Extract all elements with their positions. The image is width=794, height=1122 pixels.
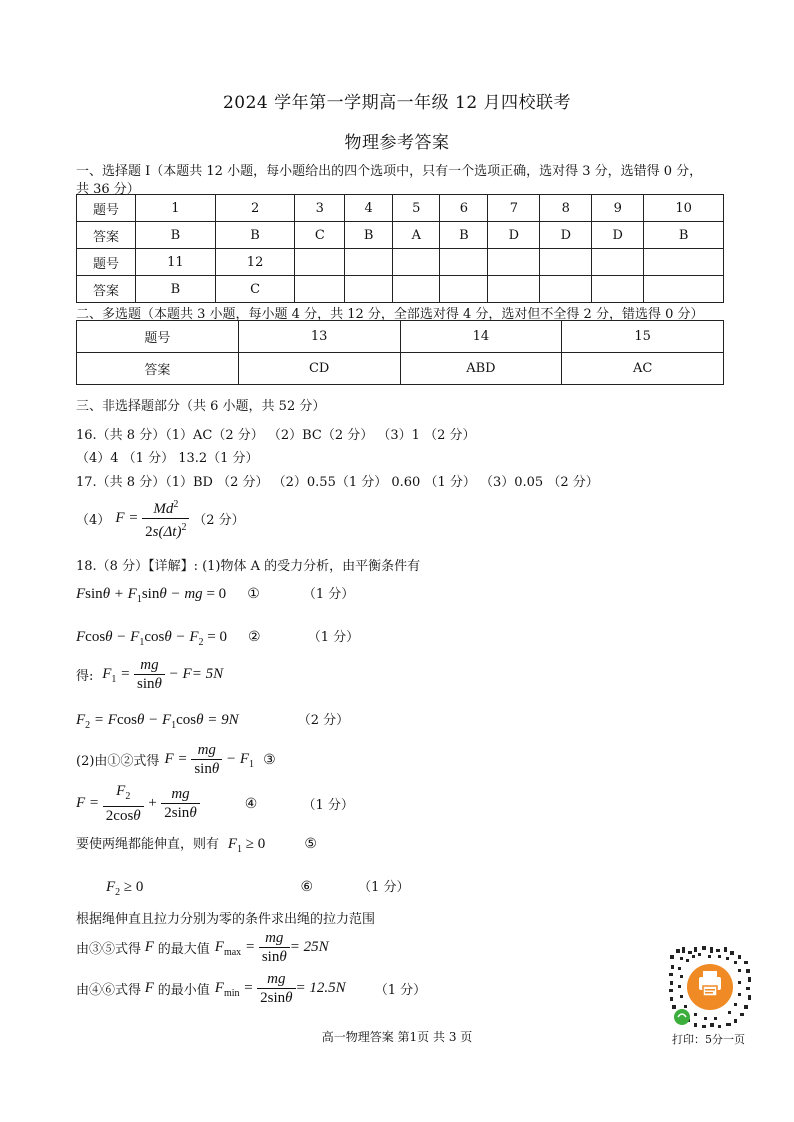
qr-code-icon[interactable] <box>668 945 752 1029</box>
section1-heading-line2: 共 36 分） <box>76 182 140 197</box>
choice-answer-table <box>76 194 724 303</box>
min-text-b: 的最小值 <box>157 983 210 998</box>
row-label: 答案 <box>77 222 136 249</box>
eq2-score: （1 分） <box>307 630 360 645</box>
row-label: 答案 <box>77 276 136 303</box>
max-value: = 25N <box>289 939 329 955</box>
question-number: 8 <box>540 195 592 222</box>
answer-cell: C <box>295 222 345 249</box>
answer-cell: CD <box>238 353 400 385</box>
eq6-score: （1 分） <box>358 880 410 895</box>
question-number: 6 <box>440 195 488 222</box>
answer-cell: B <box>345 222 393 249</box>
eq1-score: （1 分） <box>302 587 355 602</box>
f1-value: = 5N <box>191 666 224 682</box>
de-label: 得: <box>76 669 94 684</box>
answer-cell: B <box>136 222 216 249</box>
question-number: 15 <box>562 321 724 353</box>
table-row <box>77 222 724 249</box>
q17-part4-score: （2 分） <box>193 513 245 528</box>
table-row <box>77 321 724 353</box>
q16-line1: 16.（共 8 分）（1）AC（2 分） （2）BC（2 分） （3）1 （2 分） <box>76 428 476 443</box>
f2-score: （2 分） <box>297 713 350 728</box>
range-text: 根据绳伸直且拉力分别为零的条件求出绳的拉力范围 <box>76 912 376 927</box>
answer-cell: B <box>215 222 295 249</box>
equation-4: F = $\frac{F_2}{2\cos\theta}$ + $\frac{mg}{2\sin\theta}$ ④ （1 分） <box>76 783 354 824</box>
question-number: 11 <box>136 249 216 276</box>
equation-1: $Fsin\theta + F_1\sin\theta$ − mg = 0 ① （1 分） <box>76 586 355 605</box>
q16-line2: （4）4 （1 分） 13.2（1 分） <box>76 451 259 466</box>
answer-cell: B <box>440 222 488 249</box>
min-text-a: 由④⑥式得 <box>76 983 142 998</box>
q17-formula: F = $\frac{Md^2}{2s(\Delta t)^2}$ <box>115 510 193 526</box>
q17-part4-prefix: （4） <box>76 513 111 528</box>
question-number: 9 <box>592 195 644 222</box>
eq5-mark: ⑤ <box>304 836 317 852</box>
answer-cell: C <box>215 276 295 303</box>
condition-text: 要使两绳都能伸直，则有 <box>76 837 220 852</box>
question-number: 5 <box>393 195 440 222</box>
q18-intro: 18.（8 分）【详解】: (1)物体 A 的受力分析，由平衡条件有 <box>76 559 421 574</box>
equation-2: $Fcos\theta - F_1\cos\theta - F_2 = 0$ ② （1 分） <box>76 629 360 648</box>
question-number: 1 <box>136 195 216 222</box>
eq2-mark: ② <box>248 629 261 645</box>
row-label: 题号 <box>77 321 239 353</box>
f-max-line: 由③⑤式得 F 的最大值 $F_{max}$ = $\frac{mg}{\sin\theta}$ = 25N <box>76 930 329 965</box>
question-number: 7 <box>488 195 540 222</box>
answer-cell: D <box>592 222 644 249</box>
f2-result: $F_2 = Fcos\theta - F_1\cos\theta = 9N$ （2 分） <box>76 712 350 731</box>
answer-cell: D <box>488 222 540 249</box>
eq3-mark: ③ <box>263 751 276 768</box>
qr-caption: 打印：5分一页 <box>672 1033 745 1046</box>
answer-cell: B <box>644 222 724 249</box>
question-number: 12 <box>215 249 295 276</box>
eq4-mark: ④ <box>244 795 258 812</box>
question-number: 13 <box>238 321 400 353</box>
page-footer: 高一物理答案 第1页 共 3 页 <box>321 1030 473 1044</box>
answer-cell: A <box>393 222 440 249</box>
table-row <box>77 249 724 276</box>
question-number: 14 <box>400 321 562 353</box>
page-title: 2024 学年第一学期高一年级 12 月四校联考 <box>222 93 572 113</box>
max-text-b: 的最大值 <box>157 942 210 957</box>
equation-3: (2)由①②式得 F = $\frac{mg}{\sin\theta}$ − $F_1$ ③ <box>76 742 276 777</box>
row-label: 答案 <box>77 353 239 385</box>
f-min-line: 由④⑥式得 F 的最小值 $F_{min}$ = $\frac{mg}{2\sin\theta}$ = 12.5N （1 分） <box>76 971 427 1006</box>
section2-heading: 二、多选题（本题共 3 小题，每小题 4 分，共 12 分，全部选对得 4 分，选对但不全得 2 分，错选得 0 分） <box>76 307 704 322</box>
question-number: 2 <box>215 195 295 222</box>
question-number: 3 <box>295 195 345 222</box>
table-row <box>77 276 724 303</box>
max-text-a: 由③⑤式得 <box>76 942 142 957</box>
answer-cell: B <box>136 276 216 303</box>
table-row <box>77 195 724 222</box>
eq1-mark: ① <box>247 586 260 602</box>
answer-cell: D <box>540 222 592 249</box>
table-row <box>77 353 724 385</box>
question-number: 10 <box>644 195 724 222</box>
multi-choice-answer-table <box>76 320 724 385</box>
q17-line1: 17.（共 8 分）（1）BD （2 分） （2）0.55（1 分） 0.60 （1 分） （3）0.05 （2 分） <box>76 475 599 490</box>
eq4-score: （1 分） <box>302 798 354 813</box>
section1-heading-line1: 一、选择题 I（本题共 12 小题，每小题给出的四个选项中，只有一个选项正确，选对得 3 分，选错得 0 分， <box>76 164 703 179</box>
answer-cell: AC <box>562 353 724 385</box>
f1-result: 得: $F_1$ = $\frac{mg}{\sin\theta}$ − F= 5N <box>76 657 224 692</box>
part2-prefix: (2)由①②式得 <box>76 754 160 769</box>
min-value: = 12.5N <box>295 980 346 996</box>
min-score: （1 分） <box>374 983 427 998</box>
eq6-mark: ⑥ <box>300 879 314 895</box>
question-number: 4 <box>345 195 393 222</box>
equation-6: $F_2 \ge 0$ ⑥ （1 分） <box>106 879 410 898</box>
row-label: 题号 <box>77 249 136 276</box>
answer-cell: ABD <box>400 353 562 385</box>
q17-part4 <box>76 496 245 541</box>
condition-line: 要使两绳都能伸直，则有 $F_1 \ge 0$ ⑤ <box>76 836 317 855</box>
page-subtitle: 物理参考答案 <box>344 133 450 153</box>
row-label: 题号 <box>77 195 136 222</box>
section3-heading: 三、非选择题部分（共 6 小题，共 52 分） <box>76 399 326 414</box>
f2-value: = 9N <box>207 712 239 728</box>
